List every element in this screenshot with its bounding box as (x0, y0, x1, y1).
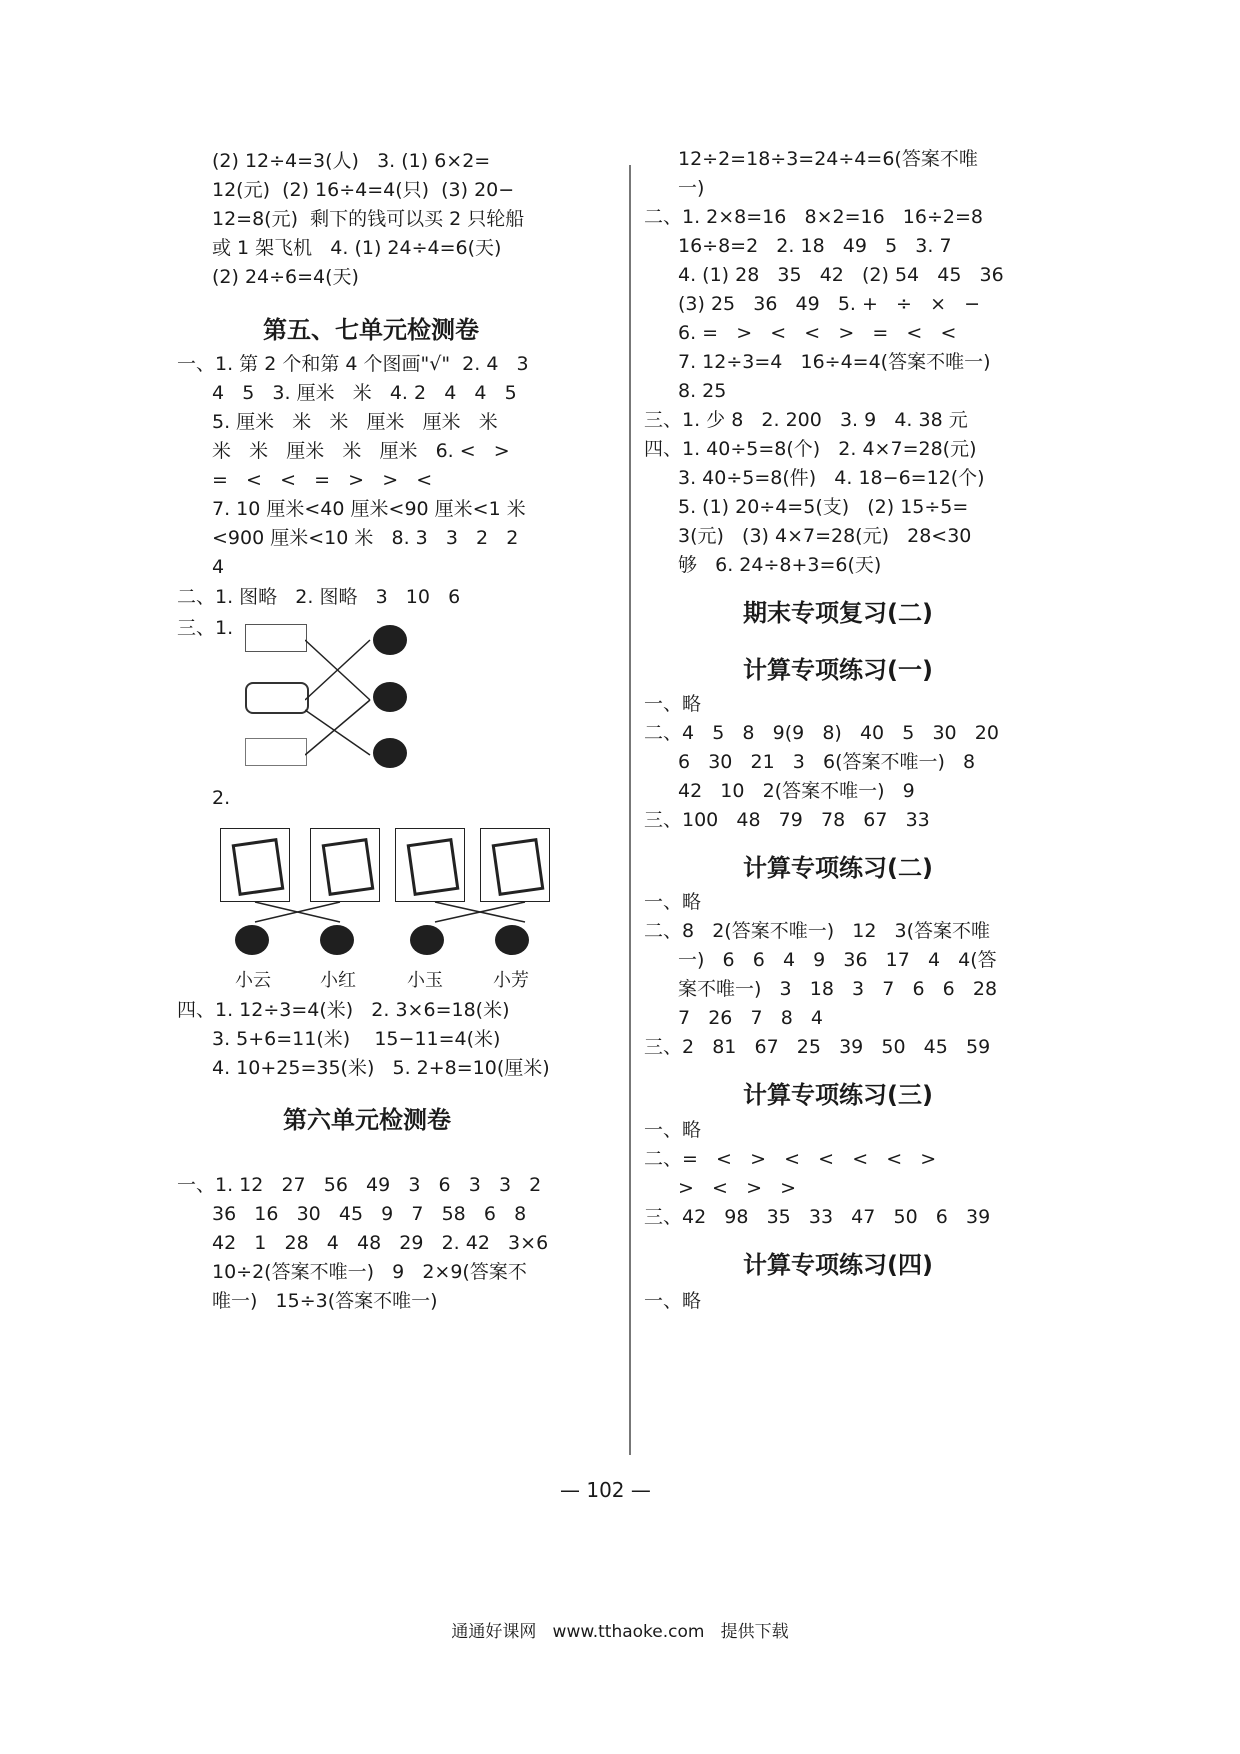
answer-line: 二、= < > < < < < > (644, 1148, 937, 1170)
answer-line: 3. 5+6=11(米) 15−11=4(米) (212, 1028, 501, 1050)
name-label: 小云 (235, 970, 271, 991)
answer-line: 12=8(元) 剩下的钱可以买 2 只轮船 (212, 208, 525, 230)
child-face-image (373, 682, 407, 712)
photo-frame (395, 828, 465, 902)
answer-line: 三、1. (177, 617, 234, 639)
answer-line: 二、4 5 8 9(9 8) 40 5 30 20 (644, 722, 999, 744)
answer-line: 一、1. 12 27 56 49 3 6 3 3 2 (177, 1174, 542, 1196)
answer-line: 42 1 28 4 48 29 2. 42 3×6 (212, 1232, 549, 1254)
answer-line: (3) 25 36 49 5. + ÷ × − (678, 293, 981, 315)
section-heading: 计算专项练习(一) (743, 656, 933, 684)
toy-bus-image (245, 682, 309, 714)
answer-line: 或 1 架飞机 4. (1) 24÷4=6(天) (212, 237, 502, 259)
answer-line: 4 5 3. 厘米 米 4. 2 4 4 5 (212, 382, 517, 404)
name-label: 小红 (320, 970, 356, 991)
column-divider (629, 165, 631, 1455)
answer-line: 10÷2(答案不唯一) 9 2×9(答案不 (212, 1261, 527, 1283)
name-label: 小芳 (493, 970, 529, 991)
answer-line: 4 (212, 556, 225, 578)
answer-line: 够 6. 24÷8+3=6(天) (678, 554, 882, 576)
child-face-image (373, 625, 407, 655)
toy-plane-image (245, 738, 307, 766)
section-heading: 第六单元检测卷 (283, 1106, 451, 1134)
footer-credit: 通通好课网 www.tthaoke.com 提供下载 (451, 1622, 789, 1642)
answer-line: > < > > (678, 1177, 797, 1199)
answer-line: 3(元) (3) 4×7=28(元) 28<30 (678, 525, 972, 547)
answer-line: = < < = > > < (212, 469, 433, 491)
section-heading: 期末专项复习(二) (743, 599, 933, 627)
answer-line: 16÷8=2 2. 18 49 5 3. 7 (678, 235, 952, 257)
section-heading: 第五、七单元检测卷 (263, 316, 479, 344)
answer-line: 7. 10 厘米<40 厘米<90 厘米<1 米 (212, 498, 526, 520)
answer-line: 12÷2=18÷3=24÷4=6(答案不唯 (678, 148, 978, 170)
answer-line: (2) 12÷4=3(人) 3. (1) 6×2= (212, 150, 491, 172)
answer-line: 5. 厘米 米 米 厘米 厘米 米 (212, 411, 498, 433)
answer-line: 二、1. 2×8=16 8×2=16 16÷2=8 (644, 206, 983, 228)
answer-line: 三、1. 少 8 2. 200 3. 9 4. 38 元 (644, 409, 968, 431)
toy-boat-image (245, 624, 307, 652)
answer-line: 4. (1) 28 35 42 (2) 54 45 36 (678, 264, 1004, 286)
answer-line: 一) (678, 177, 705, 199)
answer-line: 一、略 (644, 1119, 702, 1141)
answer-line: 5. (1) 20÷4=5(支) (2) 15÷5= (678, 496, 969, 518)
answer-line: 8. 25 (678, 380, 727, 402)
answer-line: 四、1. 12÷3=4(米) 2. 3×6=18(米) (177, 999, 510, 1021)
answer-line: 一、略 (644, 891, 702, 913)
answer-line: (2) 24÷6=4(天) (212, 266, 359, 288)
matching-lines (305, 630, 375, 770)
name-label: 小玉 (407, 970, 443, 991)
answer-line: 案不唯一) 3 18 3 7 6 6 28 (678, 978, 998, 1000)
answer-line: 7 26 7 8 4 (678, 1007, 824, 1029)
answer-line: 三、100 48 79 78 67 33 (644, 809, 930, 831)
answer-line: 一、1. 第 2 个和第 4 个图画"√" 2. 4 3 (177, 353, 529, 375)
answer-line: 7. 12÷3=4 16÷4=4(答案不唯一) (678, 351, 991, 373)
answer-line: 四、1. 40÷5=8(个) 2. 4×7=28(元) (644, 438, 977, 460)
answer-line: 二、8 2(答案不唯一) 12 3(答案不唯 (644, 920, 991, 942)
answer-line: 二、1. 图略 2. 图略 3 10 6 (177, 586, 461, 608)
child-face-image (320, 925, 354, 955)
photo-frame (480, 828, 550, 902)
answer-line: 42 10 2(答案不唯一) 9 (678, 780, 915, 802)
page-number: — 102 — (560, 1478, 651, 1502)
answer-line: 3. 40÷5=8(件) 4. 18−6=12(个) (678, 467, 985, 489)
answer-line: 12(元) (2) 16÷4=4(只) (3) 20− (212, 179, 515, 201)
answer-line: 唯一) 15÷3(答案不唯一) (212, 1290, 438, 1312)
child-face-image (495, 925, 529, 955)
answer-line: 一、略 (644, 693, 702, 715)
section-heading: 计算专项练习(二) (743, 854, 933, 882)
section-heading: 计算专项练习(四) (743, 1251, 933, 1279)
answer-line: 三、2 81 67 25 39 50 45 59 (644, 1036, 991, 1058)
matching-lines (245, 900, 545, 925)
section-heading: 计算专项练习(三) (743, 1081, 933, 1109)
answer-line: 6. = > < < > = < < (678, 322, 957, 344)
child-face-image (410, 925, 444, 955)
answer-line: 三、42 98 35 33 47 50 6 39 (644, 1206, 991, 1228)
photo-frame (310, 828, 380, 902)
answer-line: 36 16 30 45 9 7 58 6 8 (212, 1203, 527, 1225)
child-face-image (235, 925, 269, 955)
child-face-image (373, 738, 407, 768)
answer-line: 米 米 厘米 米 厘米 6. < > (212, 440, 510, 462)
answer-line: 4. 10+25=35(米) 5. 2+8=10(厘米) (212, 1057, 550, 1079)
answer-line: 6 30 21 3 6(答案不唯一) 8 (678, 751, 976, 773)
answer-line: 一、略 (644, 1290, 702, 1312)
photo-frame (220, 828, 290, 902)
answer-line: 一) 6 6 4 9 36 17 4 4(答 (678, 949, 997, 971)
question-label: 2. (212, 787, 231, 809)
answer-line: <900 厘米<10 米 8. 3 3 2 2 (212, 527, 519, 549)
